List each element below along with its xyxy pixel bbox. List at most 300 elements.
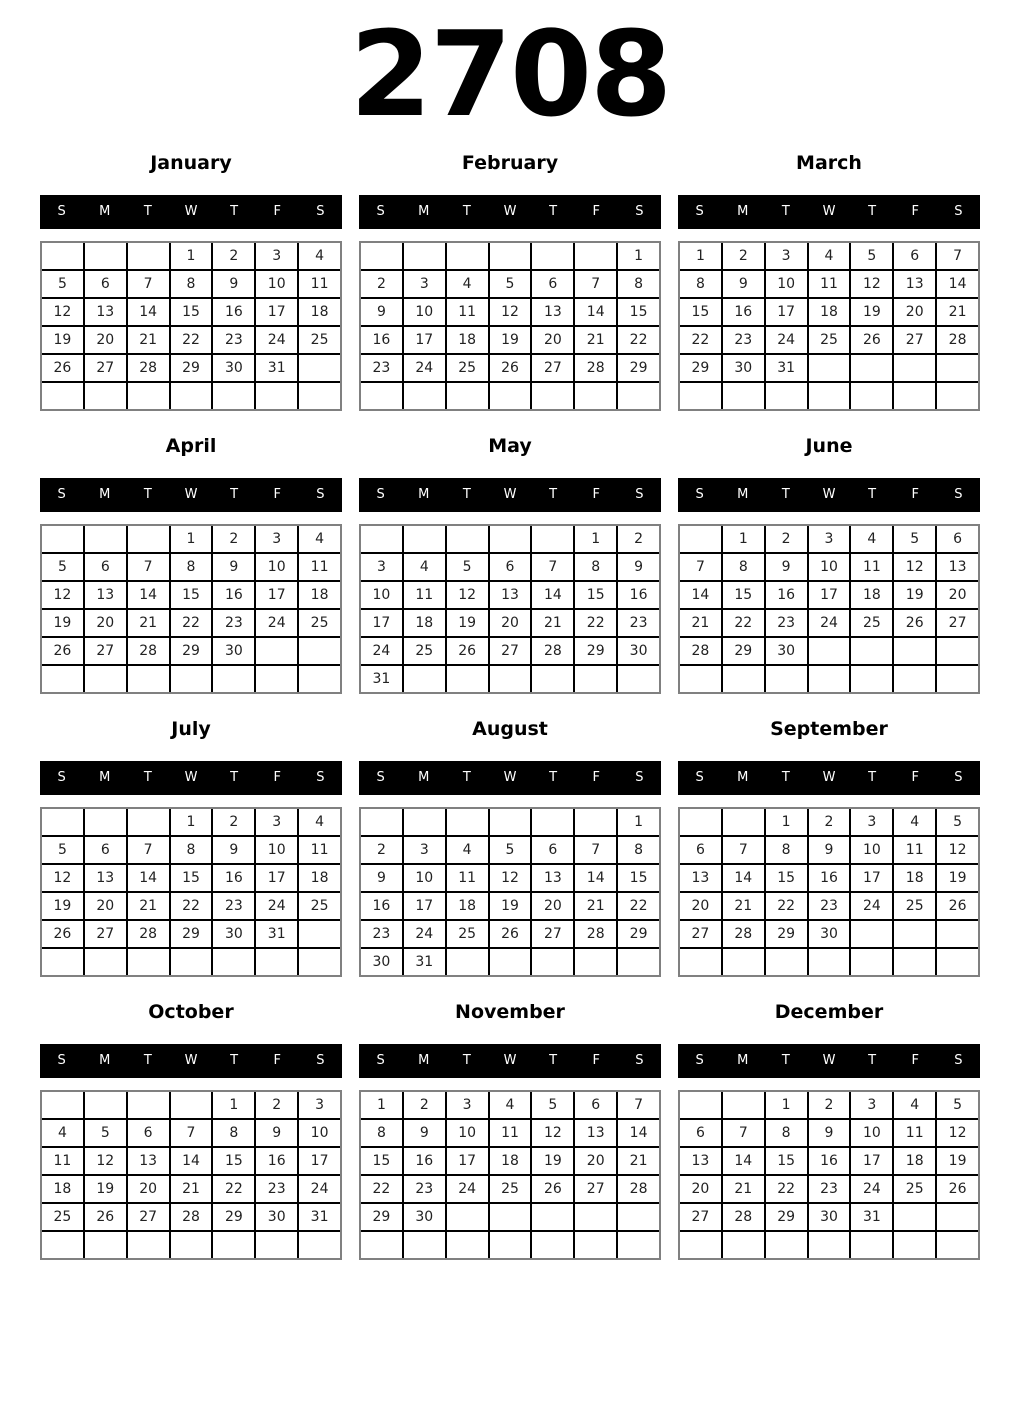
date-cell: 25 [299, 610, 340, 636]
empty-date-cell [894, 921, 935, 947]
date-cell: 14 [171, 1148, 212, 1174]
empty-date-cell [851, 355, 892, 381]
weekday-header-cell: F [592, 487, 601, 503]
empty-date-cell [851, 638, 892, 664]
date-cell: 4 [894, 809, 935, 835]
date-cell: 4 [894, 1092, 935, 1118]
empty-date-cell [723, 949, 764, 975]
date-cell: 24 [404, 355, 445, 381]
month-april [40, 435, 342, 694]
date-cell: 6 [128, 1120, 169, 1146]
empty-date-cell [809, 383, 850, 409]
date-cell: 28 [575, 355, 616, 381]
date-cell: 17 [361, 610, 402, 636]
date-cell: 24 [766, 327, 807, 353]
date-cell: 2 [809, 809, 850, 835]
date-cell: 30 [404, 1204, 445, 1230]
date-cell: 10 [447, 1120, 488, 1146]
date-cell: 11 [894, 1120, 935, 1146]
empty-date-cell [299, 638, 340, 664]
date-cell: 17 [809, 582, 850, 608]
date-cell: 28 [128, 921, 169, 947]
empty-date-cell [361, 383, 402, 409]
weekday-header-cell: T [462, 770, 471, 786]
date-cell: 10 [256, 554, 297, 580]
date-cell: 21 [680, 610, 721, 636]
weekday-header-cell: W [503, 204, 517, 220]
date-cell: 17 [256, 299, 297, 325]
date-cell: 23 [618, 610, 659, 636]
weekday-header-row [40, 761, 342, 795]
date-cell: 27 [937, 610, 978, 636]
month-title: April [165, 434, 217, 457]
empty-date-cell [447, 666, 488, 692]
weekday-header-cell: M [99, 770, 111, 786]
empty-date-cell [171, 383, 212, 409]
month-title: November [455, 1000, 565, 1023]
date-cell: 25 [447, 921, 488, 947]
weekday-header-cell: F [273, 204, 282, 220]
empty-date-cell [618, 1204, 659, 1230]
date-cell: 21 [618, 1148, 659, 1174]
weekday-header-cell: W [822, 1053, 836, 1069]
date-cell: 14 [937, 271, 978, 297]
date-cell: 9 [213, 837, 254, 863]
date-cell: 19 [490, 893, 531, 919]
empty-date-cell [128, 383, 169, 409]
date-cell: 29 [171, 638, 212, 664]
date-cell: 18 [894, 865, 935, 891]
date-cell: 18 [42, 1176, 83, 1202]
date-cell: 14 [723, 865, 764, 891]
date-grid [359, 524, 661, 694]
empty-date-cell [937, 921, 978, 947]
weekday-header-cell: F [592, 1053, 601, 1069]
weekday-header-cell: T [781, 770, 790, 786]
date-cell: 17 [256, 582, 297, 608]
date-cell: 3 [256, 243, 297, 269]
date-cell: 12 [937, 1120, 978, 1146]
empty-date-cell [532, 809, 573, 835]
empty-date-cell [490, 243, 531, 269]
date-cell: 13 [532, 865, 573, 891]
empty-date-cell [723, 809, 764, 835]
weekday-header-row [359, 1044, 661, 1078]
date-cell: 10 [404, 865, 445, 891]
date-cell: 28 [723, 921, 764, 947]
empty-date-cell [937, 666, 978, 692]
weekday-header-cell: T [462, 204, 471, 220]
empty-date-cell [532, 383, 573, 409]
empty-date-cell [42, 383, 83, 409]
empty-date-cell [766, 1232, 807, 1258]
date-cell: 8 [680, 271, 721, 297]
date-cell: 5 [937, 809, 978, 835]
empty-date-cell [723, 1092, 764, 1118]
weekday-header-cell: S [695, 204, 704, 220]
date-grid [40, 807, 342, 977]
date-cell: 12 [490, 299, 531, 325]
empty-date-cell [171, 666, 212, 692]
month-march [678, 152, 980, 411]
weekday-header-cell: T [462, 487, 471, 503]
empty-date-cell [680, 1232, 721, 1258]
date-cell: 20 [85, 893, 126, 919]
weekday-header-cell: F [273, 1053, 282, 1069]
date-cell: 21 [575, 893, 616, 919]
empty-date-cell [85, 243, 126, 269]
empty-date-cell [809, 949, 850, 975]
date-cell: 25 [490, 1176, 531, 1202]
empty-date-cell [128, 949, 169, 975]
date-cell: 19 [851, 299, 892, 325]
empty-date-cell [618, 1232, 659, 1258]
date-cell: 3 [256, 526, 297, 552]
empty-date-cell [851, 666, 892, 692]
date-cell: 1 [766, 809, 807, 835]
date-cell: 5 [42, 271, 83, 297]
weekday-header-cell: M [99, 487, 111, 503]
date-cell: 11 [447, 299, 488, 325]
weekday-header-cell: W [822, 770, 836, 786]
weekday-header-cell: F [273, 770, 282, 786]
date-cell: 1 [680, 243, 721, 269]
date-cell: 29 [575, 638, 616, 664]
empty-date-cell [894, 1204, 935, 1230]
date-grid [678, 1090, 980, 1260]
date-cell: 17 [766, 299, 807, 325]
empty-date-cell [42, 1092, 83, 1118]
date-cell: 29 [766, 1204, 807, 1230]
date-cell: 28 [680, 638, 721, 664]
date-cell: 23 [256, 1176, 297, 1202]
date-cell: 14 [128, 299, 169, 325]
date-cell: 9 [361, 299, 402, 325]
empty-date-cell [490, 949, 531, 975]
weekday-header-cell: W [822, 487, 836, 503]
date-cell: 31 [299, 1204, 340, 1230]
weekday-header-cell: W [184, 487, 198, 503]
date-cell: 10 [766, 271, 807, 297]
date-cell: 17 [404, 327, 445, 353]
date-cell: 3 [851, 809, 892, 835]
empty-date-cell [85, 526, 126, 552]
date-cell: 10 [851, 837, 892, 863]
empty-date-cell [361, 243, 402, 269]
date-cell: 2 [256, 1092, 297, 1118]
empty-date-cell [490, 526, 531, 552]
date-cell: 4 [809, 243, 850, 269]
date-cell: 13 [128, 1148, 169, 1174]
date-cell: 25 [299, 327, 340, 353]
date-cell: 6 [894, 243, 935, 269]
weekday-header-cell: M [737, 487, 749, 503]
weekday-header-cell: T [781, 204, 790, 220]
weekday-header-cell: T [230, 770, 239, 786]
date-cell: 24 [851, 1176, 892, 1202]
weekday-header-cell: F [911, 487, 920, 503]
weekday-header-row [678, 761, 980, 795]
date-cell: 17 [447, 1148, 488, 1174]
date-cell: 15 [766, 1148, 807, 1174]
date-cell: 22 [766, 893, 807, 919]
weekday-header-cell: F [592, 204, 601, 220]
month-june [678, 435, 980, 694]
weekday-header-row [40, 195, 342, 229]
weekday-header-cell: S [376, 204, 385, 220]
empty-date-cell [490, 809, 531, 835]
weekday-header-cell: S [695, 487, 704, 503]
date-cell: 26 [490, 921, 531, 947]
weekday-header-cell: S [954, 1053, 963, 1069]
calendar-months-grid [0, 152, 1020, 1260]
date-cell: 22 [361, 1176, 402, 1202]
date-cell: 7 [532, 554, 573, 580]
month-october [40, 1001, 342, 1260]
date-cell: 3 [299, 1092, 340, 1118]
date-cell: 11 [851, 554, 892, 580]
empty-date-cell [85, 1092, 126, 1118]
date-cell: 1 [766, 1092, 807, 1118]
date-cell: 16 [213, 299, 254, 325]
weekday-header-cell: S [57, 1053, 66, 1069]
empty-date-cell [404, 809, 445, 835]
date-cell: 15 [618, 865, 659, 891]
empty-date-cell [128, 666, 169, 692]
date-cell: 13 [680, 865, 721, 891]
empty-date-cell [85, 666, 126, 692]
empty-date-cell [575, 949, 616, 975]
date-cell: 16 [809, 865, 850, 891]
empty-date-cell [256, 638, 297, 664]
weekday-header-cell: T [230, 487, 239, 503]
date-cell: 1 [618, 809, 659, 835]
weekday-header-cell: T [230, 1053, 239, 1069]
date-cell: 9 [809, 837, 850, 863]
date-cell: 31 [851, 1204, 892, 1230]
date-cell: 11 [404, 582, 445, 608]
weekday-header-cell: F [592, 770, 601, 786]
date-cell: 4 [299, 526, 340, 552]
date-cell: 7 [575, 271, 616, 297]
date-cell: 23 [766, 610, 807, 636]
empty-date-cell [256, 666, 297, 692]
date-cell: 5 [42, 837, 83, 863]
weekday-header-cell: M [418, 204, 430, 220]
date-cell: 25 [894, 1176, 935, 1202]
date-cell: 20 [680, 1176, 721, 1202]
date-cell: 23 [809, 893, 850, 919]
date-cell: 23 [213, 327, 254, 353]
weekday-header-cell: T [549, 1053, 558, 1069]
empty-date-cell [490, 1232, 531, 1258]
date-cell: 1 [361, 1092, 402, 1118]
date-cell: 11 [809, 271, 850, 297]
date-cell: 13 [532, 299, 573, 325]
date-cell: 2 [213, 243, 254, 269]
date-cell: 19 [894, 582, 935, 608]
empty-date-cell [404, 383, 445, 409]
date-cell: 29 [723, 638, 764, 664]
date-cell: 8 [618, 837, 659, 863]
empty-date-cell [213, 1232, 254, 1258]
date-cell: 3 [404, 271, 445, 297]
month-title: June [805, 434, 853, 457]
date-cell: 22 [213, 1176, 254, 1202]
month-title: December [774, 1000, 884, 1023]
empty-date-cell [447, 383, 488, 409]
empty-date-cell [809, 638, 850, 664]
date-cell: 26 [851, 327, 892, 353]
month-november [359, 1001, 661, 1260]
date-cell: 22 [766, 1176, 807, 1202]
weekday-header-cell: W [503, 770, 517, 786]
date-cell: 2 [809, 1092, 850, 1118]
empty-date-cell [213, 949, 254, 975]
empty-date-cell [42, 666, 83, 692]
date-cell: 3 [851, 1092, 892, 1118]
empty-date-cell [42, 809, 83, 835]
month-title: February [461, 151, 559, 174]
month-september [678, 718, 980, 977]
empty-date-cell [171, 949, 212, 975]
date-cell: 27 [85, 921, 126, 947]
date-cell: 14 [575, 865, 616, 891]
date-cell: 2 [361, 837, 402, 863]
date-cell: 6 [532, 271, 573, 297]
date-cell: 29 [213, 1204, 254, 1230]
date-cell: 29 [766, 921, 807, 947]
empty-date-cell [894, 1232, 935, 1258]
empty-date-cell [575, 809, 616, 835]
date-cell: 16 [361, 327, 402, 353]
weekday-header-cell: S [316, 770, 325, 786]
date-cell: 10 [361, 582, 402, 608]
date-cell: 9 [213, 271, 254, 297]
date-cell: 6 [85, 554, 126, 580]
date-cell: 7 [937, 243, 978, 269]
date-cell: 22 [171, 327, 212, 353]
date-cell: 27 [680, 921, 721, 947]
weekday-header-cell: M [737, 770, 749, 786]
weekday-header-cell: S [57, 770, 66, 786]
date-cell: 22 [171, 610, 212, 636]
empty-date-cell [723, 1232, 764, 1258]
date-cell: 14 [618, 1120, 659, 1146]
weekday-header-cell: T [462, 1053, 471, 1069]
date-cell: 4 [447, 837, 488, 863]
date-cell: 12 [42, 865, 83, 891]
date-cell: 12 [42, 299, 83, 325]
date-cell: 8 [766, 837, 807, 863]
date-grid [678, 807, 980, 977]
date-cell: 13 [680, 1148, 721, 1174]
date-cell: 4 [404, 554, 445, 580]
empty-date-cell [404, 666, 445, 692]
empty-date-cell [42, 526, 83, 552]
date-cell: 7 [680, 554, 721, 580]
date-cell: 2 [213, 526, 254, 552]
empty-date-cell [85, 949, 126, 975]
date-cell: 27 [85, 638, 126, 664]
date-cell: 24 [299, 1176, 340, 1202]
date-cell: 13 [85, 299, 126, 325]
date-cell: 30 [213, 638, 254, 664]
weekday-header-cell: M [99, 1053, 111, 1069]
empty-date-cell [532, 526, 573, 552]
date-cell: 6 [490, 554, 531, 580]
empty-date-cell [490, 383, 531, 409]
date-cell: 5 [490, 837, 531, 863]
weekday-header-cell: S [635, 1053, 644, 1069]
weekday-header-cell: S [954, 204, 963, 220]
date-cell: 11 [299, 271, 340, 297]
weekday-header-row [678, 478, 980, 512]
date-cell: 5 [85, 1120, 126, 1146]
date-cell: 31 [361, 666, 402, 692]
month-title: September [770, 717, 888, 740]
empty-date-cell [128, 1232, 169, 1258]
date-cell: 11 [447, 865, 488, 891]
weekday-header-cell: S [376, 487, 385, 503]
weekday-header-cell: W [184, 1053, 198, 1069]
weekday-header-cell: T [143, 1053, 152, 1069]
date-cell: 21 [128, 610, 169, 636]
date-cell: 24 [404, 921, 445, 947]
date-cell: 1 [171, 809, 212, 835]
weekday-header-row [40, 1044, 342, 1078]
date-cell: 27 [490, 638, 531, 664]
date-cell: 28 [618, 1176, 659, 1202]
month-december [678, 1001, 980, 1260]
date-cell: 5 [532, 1092, 573, 1118]
date-cell: 5 [447, 554, 488, 580]
empty-date-cell [447, 243, 488, 269]
date-cell: 23 [361, 355, 402, 381]
month-title: October [148, 1000, 234, 1023]
date-cell: 8 [171, 554, 212, 580]
empty-date-cell [723, 666, 764, 692]
date-cell: 20 [532, 327, 573, 353]
date-cell: 3 [447, 1092, 488, 1118]
date-cell: 28 [128, 638, 169, 664]
empty-date-cell [851, 383, 892, 409]
weekday-header-cell: S [635, 770, 644, 786]
date-cell: 30 [256, 1204, 297, 1230]
date-cell: 29 [171, 355, 212, 381]
empty-date-cell [575, 1232, 616, 1258]
weekday-header-cell: S [316, 1053, 325, 1069]
date-cell: 16 [723, 299, 764, 325]
date-cell: 9 [809, 1120, 850, 1146]
date-cell: 20 [128, 1176, 169, 1202]
empty-date-cell [171, 1232, 212, 1258]
date-cell: 5 [851, 243, 892, 269]
date-cell: 19 [42, 610, 83, 636]
year-title: 2708 [349, 5, 671, 143]
month-may [359, 435, 661, 694]
date-cell: 26 [42, 921, 83, 947]
date-cell: 20 [894, 299, 935, 325]
date-cell: 12 [937, 837, 978, 863]
date-cell: 29 [171, 921, 212, 947]
date-cell: 18 [809, 299, 850, 325]
date-cell: 8 [361, 1120, 402, 1146]
date-cell: 28 [128, 355, 169, 381]
date-cell: 24 [361, 638, 402, 664]
date-cell: 26 [894, 610, 935, 636]
date-cell: 15 [618, 299, 659, 325]
